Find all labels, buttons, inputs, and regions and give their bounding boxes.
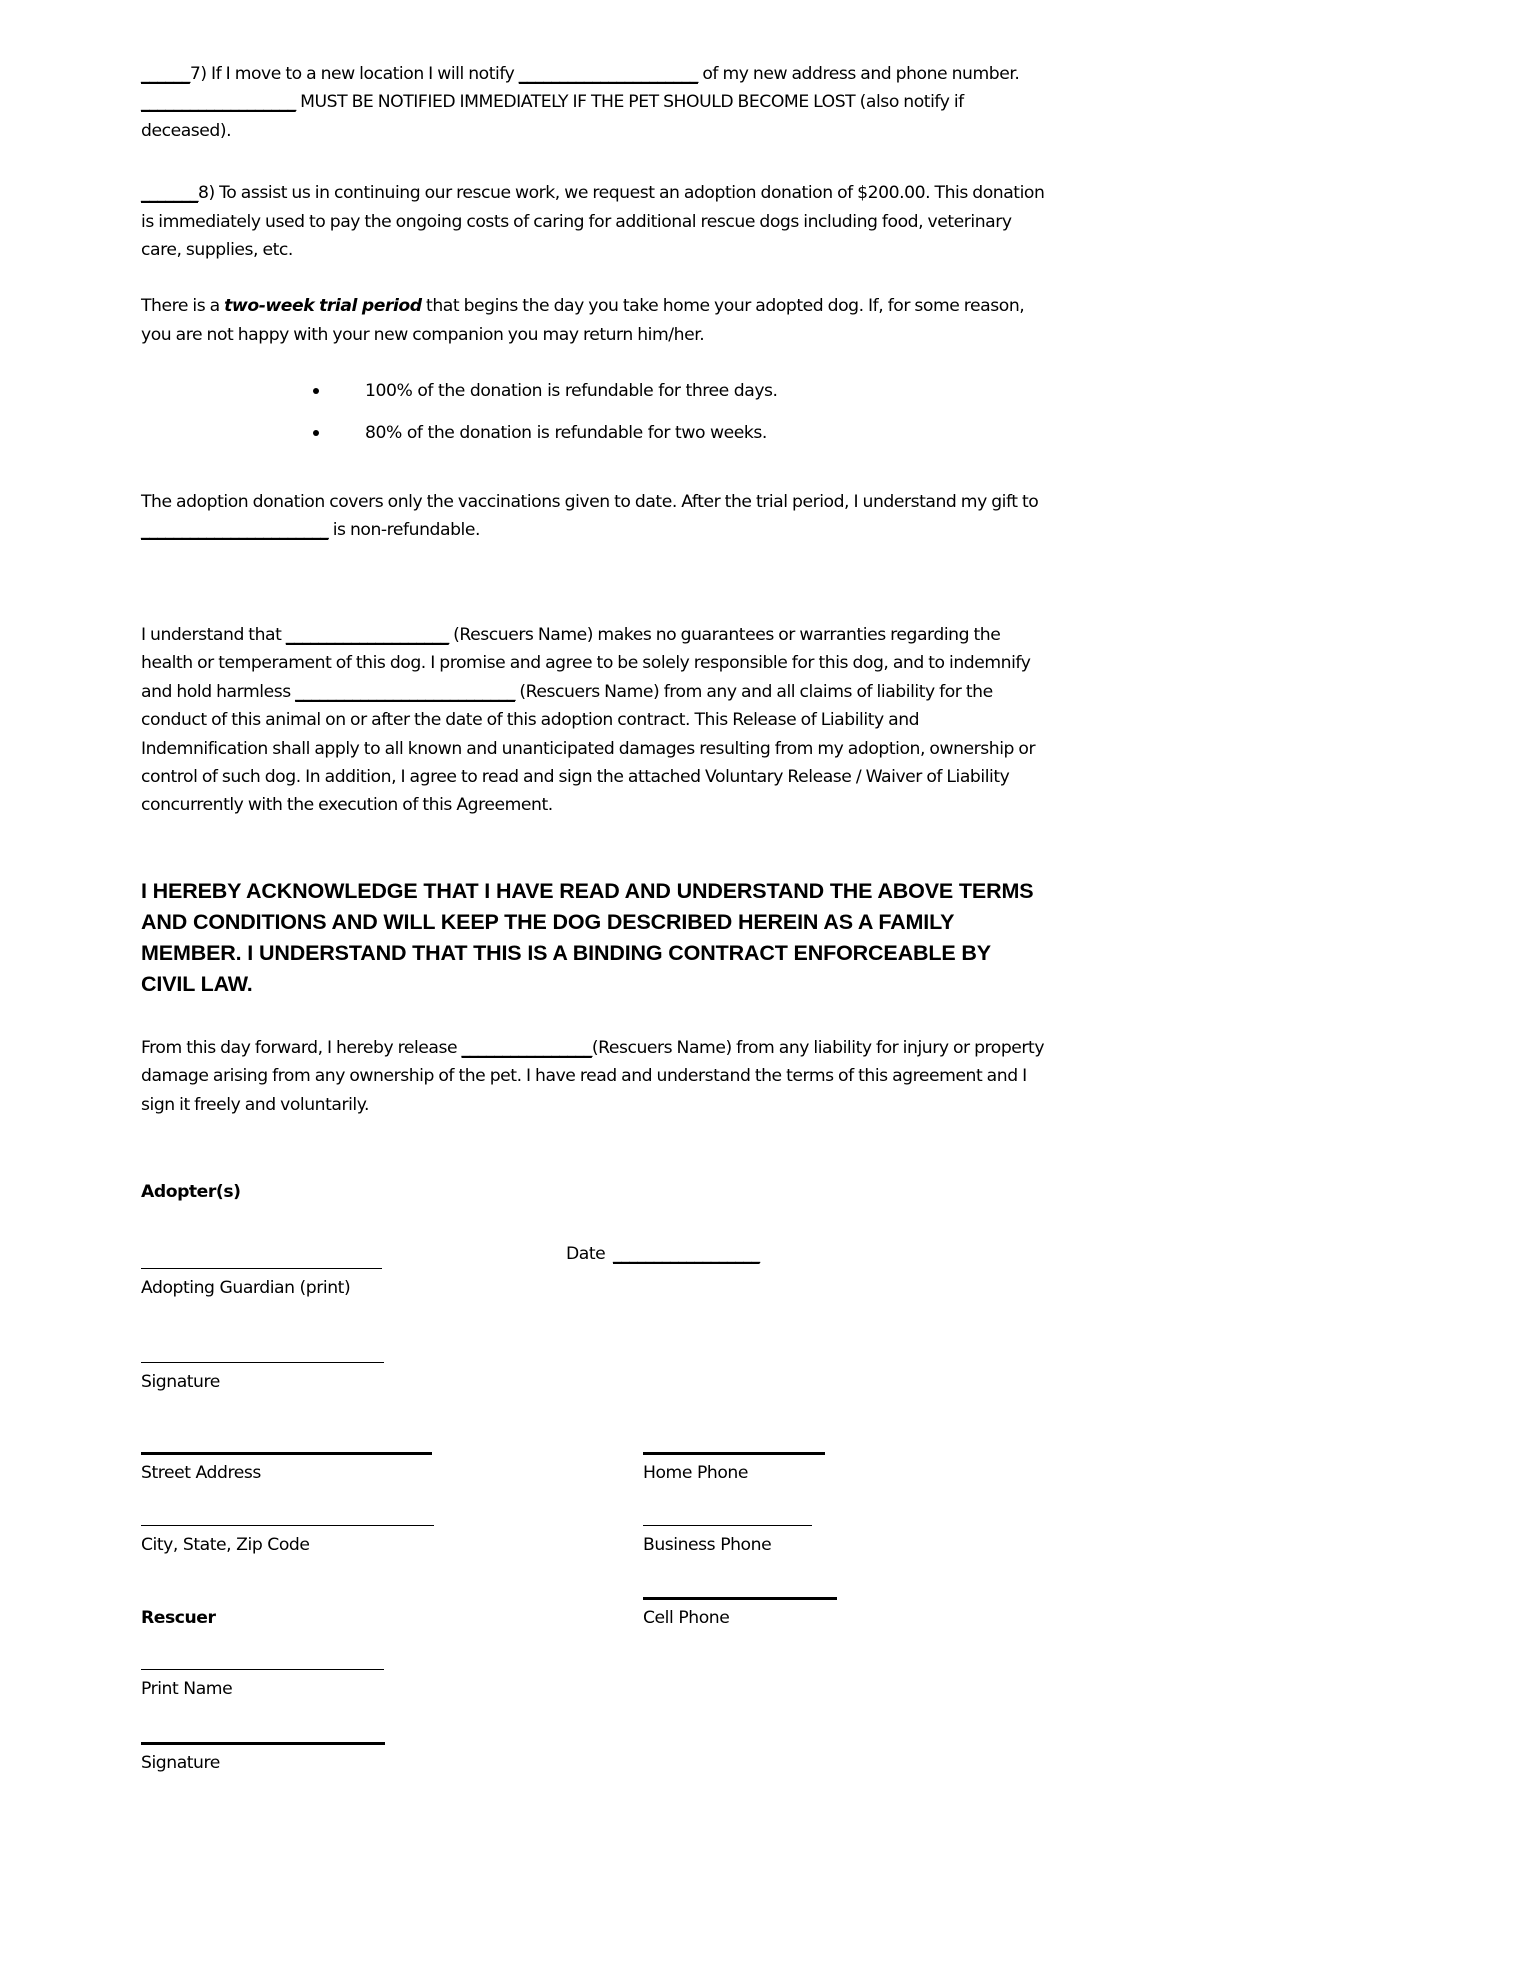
street-address-label: Street Address bbox=[141, 1463, 261, 1483]
release-of-liability-paragraph bbox=[141, 621, 1046, 820]
adopter-signature-line[interactable] bbox=[141, 1362, 384, 1363]
trial-period-paragraph bbox=[141, 292, 1046, 349]
clause-7-blank-1: ______________________ bbox=[518, 64, 698, 84]
rescuer-section-heading: Rescuer bbox=[141, 1608, 216, 1628]
clause-7-lead-blank: ______ bbox=[141, 64, 190, 84]
business-phone-label: Business Phone bbox=[643, 1535, 772, 1555]
rescuer-signature-line[interactable] bbox=[141, 1742, 385, 1745]
clause-7-text-a: If I move to a new location I will notify bbox=[206, 64, 519, 84]
release-text-3: (Rescuers Name) from any and all claims of liability for the conduct of this animal on or after the date of this adoption contract. This Release of Liability and Indemnification shall apply to all known and unanticipated damages resulting from my adoption, ownership or control of such dog. In addition, I agree to read and sign the attached Voluntary Release / Waiver of Liability concurrently with the execution of this Agreement. bbox=[141, 681, 1036, 816]
clause-7-blank-2: ___________________ bbox=[141, 92, 296, 113]
cell-phone-label: Cell Phone bbox=[643, 1608, 730, 1628]
home-phone-line[interactable] bbox=[643, 1452, 825, 1455]
release-text-1: I understand that bbox=[141, 624, 286, 645]
release-blank-2: ___________________________ bbox=[295, 681, 516, 702]
spacer bbox=[141, 820, 1046, 876]
list-item bbox=[141, 377, 1046, 405]
spacer bbox=[141, 264, 1046, 292]
release-text-2: (Rescuers Name) makes no guarantees or warranties regarding the health or temperament of this dog. I promise and agree to be solely responsible for this dog, and to indemnify and hold harmless bbox=[141, 624, 1031, 702]
list-item bbox=[141, 419, 1046, 447]
coverage-text-after: is non-refundable. bbox=[328, 520, 480, 541]
cell-phone-line[interactable] bbox=[643, 1597, 837, 1600]
bullet-dot-icon bbox=[313, 430, 319, 436]
release-blank-1: ____________________ bbox=[285, 624, 449, 645]
spacer bbox=[141, 545, 1046, 621]
spacer bbox=[141, 460, 1046, 488]
rescuer-print-name-label: Print Name bbox=[141, 1679, 233, 1699]
trial-period-text-after: that begins the day you take home your adopted dog. If, for some reason, you are not happy with your new companion you may return him/her. bbox=[141, 296, 1025, 345]
spacer bbox=[141, 349, 1046, 377]
final-release-text-1: From this day forward, I hereby release bbox=[141, 1037, 462, 1058]
home-phone-label: Home Phone bbox=[643, 1463, 748, 1483]
coverage-paragraph bbox=[141, 488, 1046, 545]
clause-7-text-c: MUST BE NOTIFIED IMMEDIATELY IF THE PET SHOULD BECOME LOST (also notify if deceased). bbox=[141, 92, 964, 141]
refund-bullet-text: 100% of the donation is refundable for three days. bbox=[365, 381, 778, 402]
clause-7-paragraph bbox=[141, 60, 1046, 145]
final-release-paragraph bbox=[141, 1034, 1046, 1119]
final-release-text-2: (Rescuers Name) from any liability for injury or property damage arising from any ownership of the pet. I have read and understand the terms of this agreement and I sign it freely and voluntarily. bbox=[141, 1037, 1045, 1115]
refund-bullet-text: 80% of the donation is refundable for two weeks. bbox=[365, 422, 767, 443]
refund-bullet-list bbox=[141, 377, 1046, 447]
date-blank[interactable]: __________________ bbox=[613, 1244, 760, 1264]
spacer bbox=[141, 145, 1046, 179]
business-phone-line[interactable] bbox=[643, 1525, 812, 1526]
adopting-guardian-line[interactable] bbox=[141, 1268, 382, 1269]
acknowledgement-heading: I HEREBY ACKNOWLEDGE THAT I HAVE READ AND UNDERSTAND THE ABOVE TERMS AND CONDITIONS AND WILL KEEP THE DOG DESCRIBED HEREIN AS A FAMILY MEMBER. I UNDERSTAND THAT THIS IS A BINDING CONTRACT ENFORCEABLE BY CIVIL LAW. bbox=[141, 878, 1034, 996]
rescuer-print-name-line[interactable] bbox=[141, 1669, 384, 1670]
trial-period-text-before: There is a bbox=[141, 296, 225, 317]
coverage-blank: _______________________ bbox=[141, 520, 329, 541]
rescuer-signature-label: Signature bbox=[141, 1753, 220, 1773]
clause-8-lead-blank: _______ bbox=[141, 183, 199, 204]
city-state-zip-line[interactable] bbox=[141, 1525, 434, 1526]
clause-8-number: 8) bbox=[198, 183, 215, 204]
street-address-line[interactable] bbox=[141, 1452, 432, 1455]
trial-period-emphasis: two-week trial period bbox=[224, 296, 422, 317]
clause-7-text-b: of my new address and phone number. bbox=[697, 64, 1020, 84]
adopter-section-heading: Adopter(s) bbox=[141, 1182, 241, 1202]
date-label: Date bbox=[566, 1244, 606, 1264]
adopter-signature-label: Signature bbox=[141, 1372, 220, 1392]
clause-8-text: To assist us in continuing our rescue work, we request an adoption donation of $200.00. This donation is immediately used to pay the ongoing costs of caring for additional rescue dogs including food, veterinary care, supplies, etc. bbox=[141, 183, 1045, 261]
final-release-blank: ________________ bbox=[461, 1037, 592, 1058]
coverage-text-before: The adoption donation covers only the vaccinations given to date. After the trial period, I understand my gift to bbox=[141, 492, 1039, 513]
clause-7-number: 7) bbox=[189, 64, 207, 84]
adopting-guardian-label: Adopting Guardian (print) bbox=[141, 1278, 351, 1298]
city-state-zip-label: City, State, Zip Code bbox=[141, 1535, 310, 1555]
clause-8-paragraph bbox=[141, 179, 1046, 264]
spacer bbox=[141, 1000, 1046, 1034]
document-body bbox=[141, 60, 1046, 1119]
bullet-dot-icon bbox=[313, 388, 319, 394]
